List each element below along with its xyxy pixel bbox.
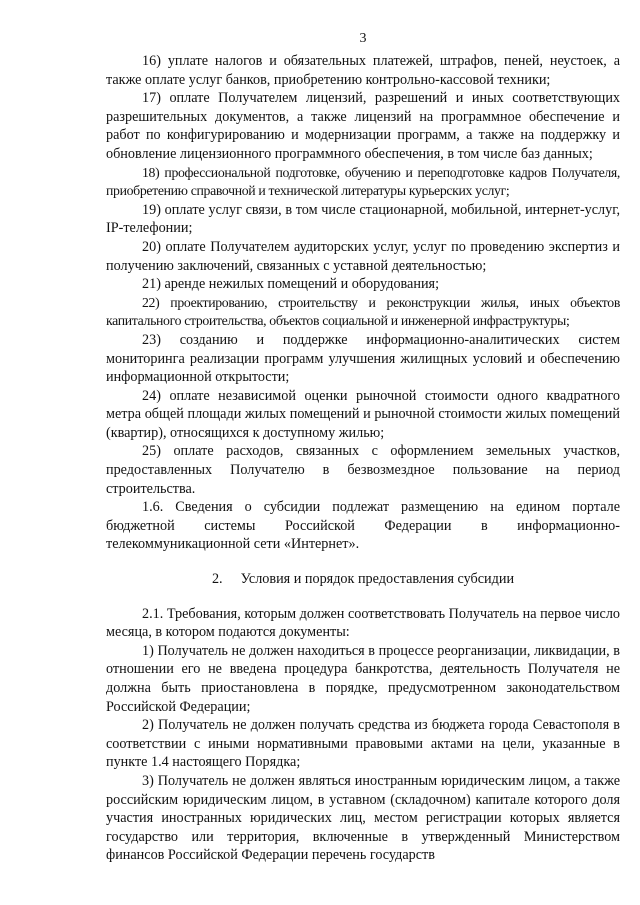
list-item-text: оплате услуг связи, в том числе стационарной, мобильной, интернет-услуг, IP-телефонии; bbox=[106, 201, 620, 237]
list-item-number: 21) bbox=[142, 276, 161, 293]
clause-text: Требования, которым должен соответствовать Получатель на первое число месяца, в котором подаются документы: bbox=[106, 605, 620, 641]
requirement-text: Получатель не должен находиться в процессе реорганизации, ликвидации, в отношении его не введена процедура банкротства, деятельность Получателя не должна быть приостановлена в порядке, предусмотренном законодательством Российской Федерации; bbox=[106, 642, 620, 715]
list-item-number: 16) bbox=[142, 53, 161, 69]
list-item-22 bbox=[106, 294, 620, 331]
clause-number: 2.1. bbox=[142, 605, 164, 622]
list-item-number: 17) bbox=[142, 90, 161, 107]
list-item-text: оплате Получателем аудиторских услуг, услуг по проведению экспертиз и получению заключений, связанных с уставной деятельностью; bbox=[106, 238, 620, 274]
requirement-number: 3) bbox=[142, 772, 154, 789]
list-item-number: 25) bbox=[142, 443, 161, 460]
requirement-number: 1) bbox=[142, 642, 154, 659]
list-item-20 bbox=[106, 238, 620, 275]
clause-text: Сведения о субсидии подлежат размещению на едином портале бюджетной системы Российской Федерации в информационно-телекоммуникационной сети «Интернет». bbox=[106, 499, 621, 553]
list-item-number: 22) bbox=[142, 294, 160, 310]
document-page bbox=[106, 30, 620, 865]
clause-1-6 bbox=[106, 498, 620, 554]
clause-2-1 bbox=[106, 605, 620, 642]
list-item-24 bbox=[106, 387, 620, 443]
list-item-16 bbox=[106, 52, 620, 89]
list-item-23 bbox=[106, 331, 620, 387]
list-item-text: профессиональной подготовке, обучению и переподготовке кадров Получателя, приобретению справочной и технической литературы курьерских услуг; bbox=[106, 164, 620, 199]
list-item-number: 19) bbox=[142, 201, 161, 218]
list-item-text: созданию и поддержке информационно-аналитических систем мониторинга реализации программ улучшения жилищных условий и обеспечению информационной открытости; bbox=[106, 331, 620, 386]
list-item-number: 18) bbox=[142, 164, 160, 180]
list-item-18 bbox=[106, 164, 620, 201]
list-item-text: оплате расходов, связанных с оформлением земельных участков, предоставленных Получателю в безвозмездное пользование на период строительства. bbox=[106, 443, 621, 497]
list-item-text: оплате Получателем лицензий, разрешений и иных соответствующих разрешительных документов, а также лицензий на программное обеспечение и работ по конфигурированию и модернизации программ, а также на поддержку и обновление лицензионного программного обеспечения, в том числе баз данных; bbox=[106, 90, 621, 162]
list-item-number: 24) bbox=[142, 387, 161, 404]
section-heading bbox=[106, 570, 620, 589]
requirement-text: Получатель не должен являться иностранным юридическим лицом, а также российским юридическим лицом, в уставном (складочном) капитале которого доля участия иностранных юридических лиц, местом регистрации которых является государство или территория, включенные в утвержденный Министерством финансов Российской Федерации перечень государств bbox=[106, 772, 620, 864]
requirement-text: Получатель не должен получать средства из бюджета города Севастополя в соответствии с иными нормативными правовыми актами на цели, указанные в пункте 1.4 настоящего Порядка; bbox=[106, 717, 621, 771]
list-item-text: проектированию, строительству и реконструкции жилья, иных объектов капитального строительства, объектов социальной и инженерной инфраструктуры; bbox=[106, 294, 620, 329]
section-title: Условия и порядок предоставления субсидии bbox=[240, 571, 515, 588]
list-item-21 bbox=[106, 275, 620, 294]
list-item-text: оплате независимой оценки рыночной стоимости одного квадратного метра общей площади жилых помещений и рыночной стоимости жилых помещений (квартир), относящихся к доступному жилью; bbox=[106, 387, 620, 441]
list-item-number: 23) bbox=[142, 331, 161, 348]
list-item-19 bbox=[106, 201, 620, 238]
requirement-3 bbox=[106, 772, 620, 865]
page-number: 3 bbox=[359, 31, 367, 46]
requirement-2 bbox=[106, 716, 620, 772]
list-item-17 bbox=[106, 89, 620, 163]
section-number: 2. bbox=[211, 571, 223, 588]
list-item-text: аренде нежилых помещений и оборудования; bbox=[164, 276, 440, 293]
requirement-number: 2) bbox=[142, 717, 154, 734]
list-item-number: 20) bbox=[142, 238, 161, 255]
requirement-1 bbox=[106, 642, 620, 716]
clause-number: 1.6. bbox=[142, 499, 164, 516]
list-item-25 bbox=[106, 442, 620, 498]
list-item-text: уплате налогов и обязательных платежей, штрафов, пеней, неустоек, а также оплате услуг банков, приобретению контрольно-кассовой техники; bbox=[106, 53, 620, 88]
